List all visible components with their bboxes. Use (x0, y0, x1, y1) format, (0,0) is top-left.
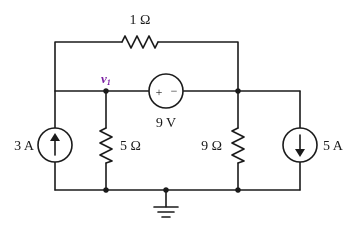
node-label-subscript: 1 (106, 78, 111, 87)
junction-dot (103, 88, 109, 94)
voltage-source-9v (149, 74, 183, 131)
current-source-5a (283, 128, 344, 162)
junction-dot (163, 187, 169, 193)
resistor-1ohm (122, 13, 158, 48)
current-source-5a-label: 5 A (323, 139, 343, 154)
junction-dot (103, 187, 109, 193)
voltage-source-label: 9 V (155, 116, 177, 131)
wires (55, 42, 300, 207)
node-label-letter: v (101, 71, 107, 86)
resistor-1ohm-label: 1 Ω (129, 13, 151, 28)
resistor-1ohm-zigzag-icon (122, 36, 158, 48)
wire-top-left (55, 42, 122, 91)
current-source-3a (14, 128, 72, 162)
voltage-source-minus-sign: − (170, 84, 178, 98)
junction-dot (235, 187, 241, 193)
resistor-5ohm-label: 5 Ω (120, 139, 141, 154)
voltage-source-plus-sign: + (155, 85, 163, 99)
resistor-5ohm-zigzag-icon (100, 128, 112, 163)
node-label-v1 (101, 71, 111, 87)
resistor-9ohm-zigzag-icon (232, 128, 244, 163)
ground-symbol-icon (154, 207, 178, 217)
resistor-5ohm (100, 128, 141, 163)
resistor-9ohm (201, 128, 244, 163)
current-source-3a-label: 3 A (14, 139, 34, 154)
resistor-9ohm-label: 9 Ω (201, 139, 222, 154)
voltage-source-circle-icon (149, 74, 183, 108)
junction-dot (235, 88, 241, 94)
